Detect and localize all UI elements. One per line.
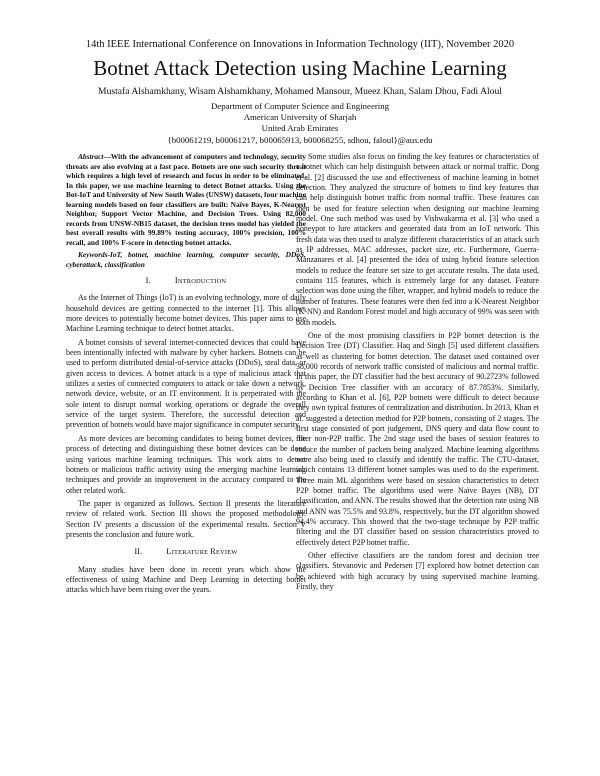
affiliation-country: United Arab Emirates xyxy=(261,123,339,134)
paper-title: Botnet Attack Detection using Machine Learning xyxy=(93,56,507,80)
affiliation-department: Department of Computer Science and Engineering xyxy=(210,101,390,111)
abstract xyxy=(66,152,306,247)
section-title-rest: ITERATURE xyxy=(171,549,211,557)
section-title-initial: I xyxy=(174,275,178,285)
intro-paragraph: The paper is organized as follows. Section II presents the literature review of related work. Section III shows the proposed methodology. Section IV presents a discussion of the experimental results. Section V presents the conclusion and future work. xyxy=(66,498,306,539)
section-heading-introduction xyxy=(66,275,306,287)
literature-paragraph: Many studies have been done in recent years which show the effectiveness of using Machine and Deep Learning in detecting botnet attacks which have been rising over the years. xyxy=(66,564,306,595)
literature-paragraph: One of the most promising classifiers in P2P botnet detection is the Decision Tree (DT) Classifier. Haq and Singh [5] used different classifiers as well as clustering for botnet detection. The dataset used contained over 38,000 records of network traffic consisted of malicious and normal traffic. In this paper, the DT classifier had the best accuracy of 90.2723% followed by Decision Tree classifier with an accuracy of 87.7853%. Similarly, according to Khan et al. [6], P2P botnets were difficult to detect because they own typical features of centralization and distribution. In 2013, Khan et al. suggested a detection method for P2P botnets, consisting of 2 stages. The first stage consisted of port judgement, DNS query and data flow count to filter non-P2P traffic. The 2nd stage used the bases of session features to reduce the number of packets being analyzed. Machine learning algorithms were also being used to classify and identify the traffic. The CTU-dataset, which contains 13 different botnet samples was used to do the experiment. Three main ML algorithms were based on session characteristics to detect P2P botnet traffic. The algorithms used were Naïve Bayes (NB), DT classification, and ANN. The results showed that the detection rate using NB and ANN was 75.5% and 93.8%, respectively, but the DT algorithm showed 94.4% accuracy. This showed that the two-stage technique by P2P traffic filtering and the DT classifier based on session characteristics proved to effectively detect P2P botnet traffic. xyxy=(296,330,539,547)
affiliation-university: American University of Sharjah xyxy=(243,112,357,123)
right-column xyxy=(296,152,539,595)
intro-paragraph: As the Internet of Things (IoT) is an evolving technology, more of daily household devices are getting connected to the internet [1]. This allows more devices to potentially become botnet devices. This paper aims to use Machine Learning technique to detect botnet attacks. xyxy=(66,293,306,334)
affiliation-block xyxy=(0,101,600,146)
section-title-initial: R xyxy=(210,546,216,557)
keywords-label: Keywords xyxy=(78,250,108,259)
keywords-text: -IoT, botnet, machine learning, computer security, DDoS, cyberattack, classification xyxy=(66,250,306,269)
literature-paragraph: Some studies also focus on finding the key features or characteristics of a botnet which can help distinguish between attack or normal traffic. Dong et al. [2] discussed the use and effectiveness of machine learning in botnet detection. They analyzed the structure of botnets to find key features that can help distinguish botnet traffic from normal traffic. These features can then be used for feature selection when designing our machine learning model. One such method was used by Vishwakarma et al. [3] who used a honeypot to lure attackers and generated data from an IoT network. This fresh data was then used to analyze different characteristics of an attack such as IP addresses, MAC addresses, packet size, etc. Furthermore, Guerra-Manzanares et al. [4] presented the idea of using hybrid feature selection models to reduce the feature set size to get accurate results. The data used, contains 115 features, which is extremely large for any dataset. Feature selection was done using the filter, wrapper, and hybrid models to reduce the number of features. These features were then fed into a K-Nearest Neighbor (K-NN) and Random Forest model and high accuracy of 99% was seen with both models. xyxy=(296,152,539,327)
intro-paragraph: A botnet consists of several internet-connected devices that could have been intentionally infected with malware by cyber hackers. Botnets can be used to perform distributed denial-of-service attacks (DDoS), steal data, or given access to devices. A botnet attack is a type of malicious attack that utilizes a series of connected computers to attack or take down a network, network device, website, or an IT environment. It is perpetrated with the sole intent to disrupt normal working operations or degrade the overall service of the target system. Therefore, the successful detection and prevention of botnets would have major significance in computer security. xyxy=(66,337,306,430)
left-column xyxy=(66,152,306,599)
abstract-text: —With the advancement of computers and technology, security threats are also evolving at a fast pace. Botnets are one such security threat which requires a high level of research and focus in order to be eliminated. In this paper, we use machine learning to detect Botnet attacks. Using the Bot-IoT and University of New South Wales (UNSW) datasets, four machine learning models based on four classifiers are built: Naïve Bayes, K-Nearest Neighbor, Support Vector Machine, and Decision Trees. Using 82,000 records from UNSW-NB15 dataset, the decision trees model has yielded the best overall results with 99.89% testing accuracy, 100% precision, 100% recall, and 100% F-score in detecting botnet attacks. xyxy=(66,152,307,247)
section-title-initial: L xyxy=(166,546,172,557)
author-list: Mustafa Alshamkhany, Wisam Alshamkhany, Mohamed Mansour, Mueez Khan, Salam Dhou, Fadi Aloul xyxy=(98,86,502,97)
section-heading-literature-review xyxy=(66,546,306,558)
literature-paragraph: Other effective classifiers are the random forest and decision tree classifiers. Stevanovic and Pedersen [7] explored how botnet detection can be achieved with high accuracy by using supervised machine learning. Firstly, they xyxy=(296,551,539,592)
section-title-rest: EVIEW xyxy=(215,549,238,557)
section-title-rest: NTRODUCTION xyxy=(177,278,227,285)
section-number: II. xyxy=(134,547,143,557)
section-number: I. xyxy=(145,276,151,285)
keywords xyxy=(66,250,306,269)
abstract-label: Abstract xyxy=(78,152,104,161)
conference-header: 14th IEEE International Conference on Innovations in Information Technology (IIT), November 2020 xyxy=(85,39,515,50)
affiliation-emails: {b00061219, b00061217, b00065913, b00068255, sdhou, faloul}@aus.edu xyxy=(167,134,433,145)
intro-paragraph: As more devices are becoming candidates to being botnet devices, the process of detecting and distinguishing these botnet devices can be done using various machine learning techniques. This work aims to detect botnets or malicious traffic activity using the emerging machine learning techniques and provide an improvement in the accuracy compared to the other related work. xyxy=(66,433,306,495)
